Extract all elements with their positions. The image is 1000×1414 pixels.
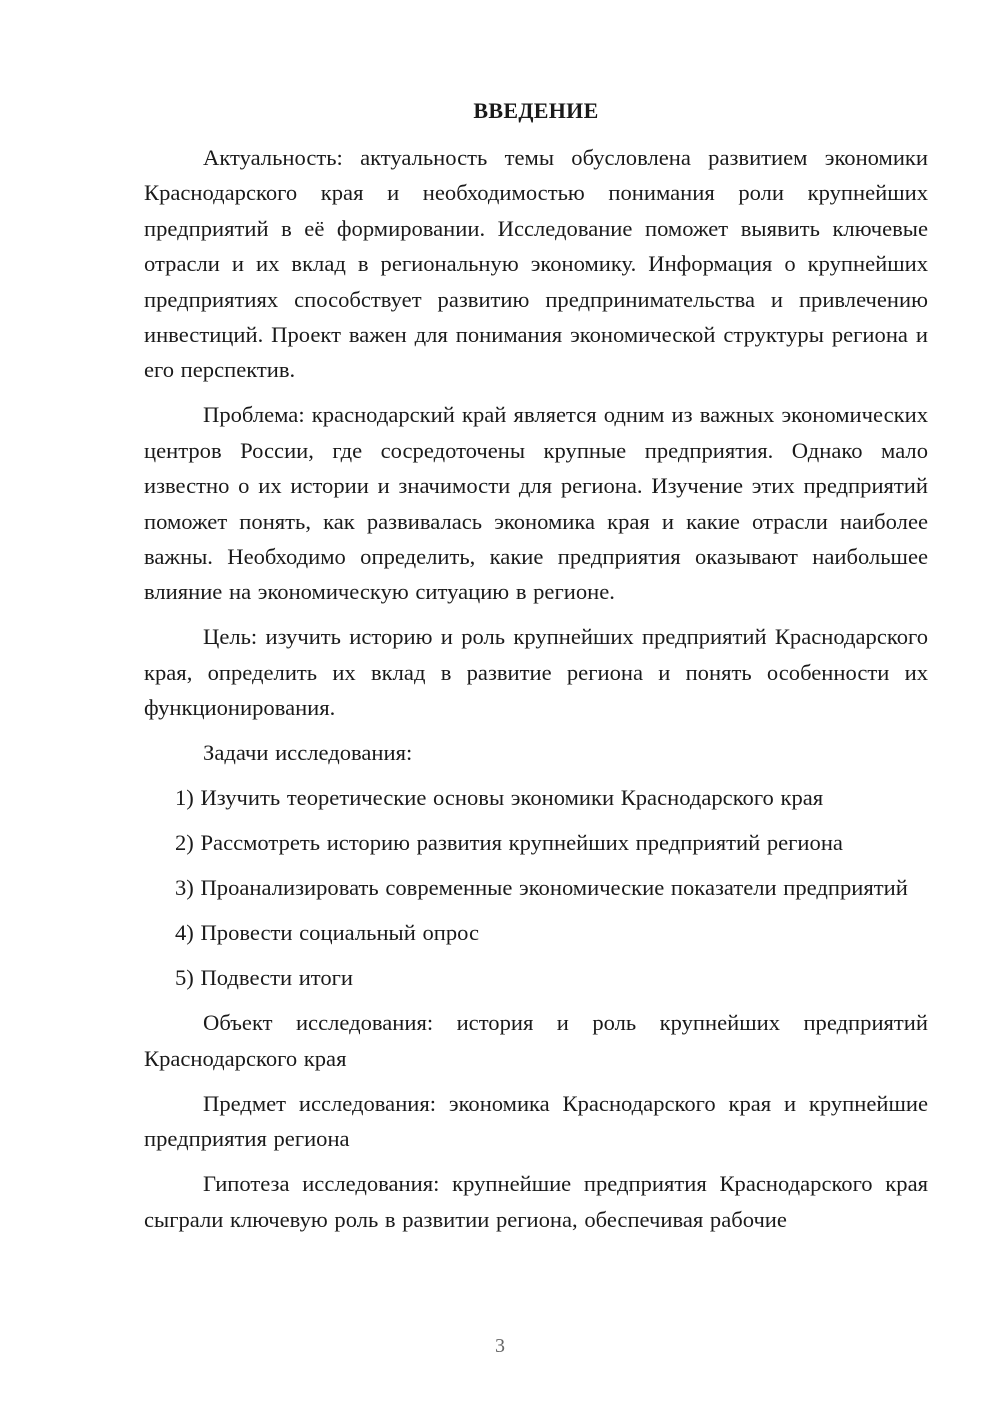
page-content <box>144 96 928 1237</box>
task-item-3: 3) Проанализировать современные экономические показатели предприятий <box>175 875 908 901</box>
paragraph-object: Объект исследования: история и роль крупнейших предприятий Краснодарского края <box>144 1010 928 1071</box>
task-item-4: 4) Провести социальный опрос <box>175 920 480 946</box>
page-number: 3 <box>495 1335 505 1357</box>
paragraph-subject: Предмет исследования: экономика Краснодарского края и крупнейшие предприятия региона <box>144 1090 928 1152</box>
task-item-2: 2) Рассмотреть историю развития крупнейших предприятий региона <box>175 830 843 856</box>
section-heading: ВВЕДЕНИЕ <box>473 98 599 123</box>
task-item-1: 1) Изучить теоретические основы экономики Краснодарского края <box>175 785 824 811</box>
paragraph-goal: Цель: изучить историю и роль крупнейших предприятий Краснодарского края, определить их вклад в развитие региона и понять особенности их функционирования. <box>144 624 928 721</box>
task-item-5: 5) Подвести итоги <box>175 965 354 991</box>
paragraph-hypothesis: Гипотеза исследования: крупнейшие предприятия Краснодарского края сыграли ключевую роль в развитии региона, обеспечивая рабочие <box>144 1171 928 1232</box>
paragraph-problem: Проблема: краснодарский край является одним из важных экономических центров России, где сосредоточены крупные предприятия. Однако мало известно о их истории и значимости для региона. Изучение этих предприятий поможет понять, как развивалась экономика края и какие отрасли наиболее важны. Необходимо определить, какие предприятия оказывают наибольшее влияние на экономическую ситуацию в регионе. <box>144 402 928 605</box>
paragraph-tasks-heading: Задачи исследования: <box>203 740 413 766</box>
paragraph-relevance: Актуальность: актуальность темы обусловлена развитием экономики Краснодарского края и необходимостью понимания роли крупнейших предприятий в её формировании. Исследование поможет выявить ключевые отрасли и их вклад в региональную экономику. Информация о крупнейших предприятиях способствует развитию предпринимательства и привлечению инвестиций. Проект важен для понимания экономической структуры региона и его перспектив. <box>144 145 928 383</box>
